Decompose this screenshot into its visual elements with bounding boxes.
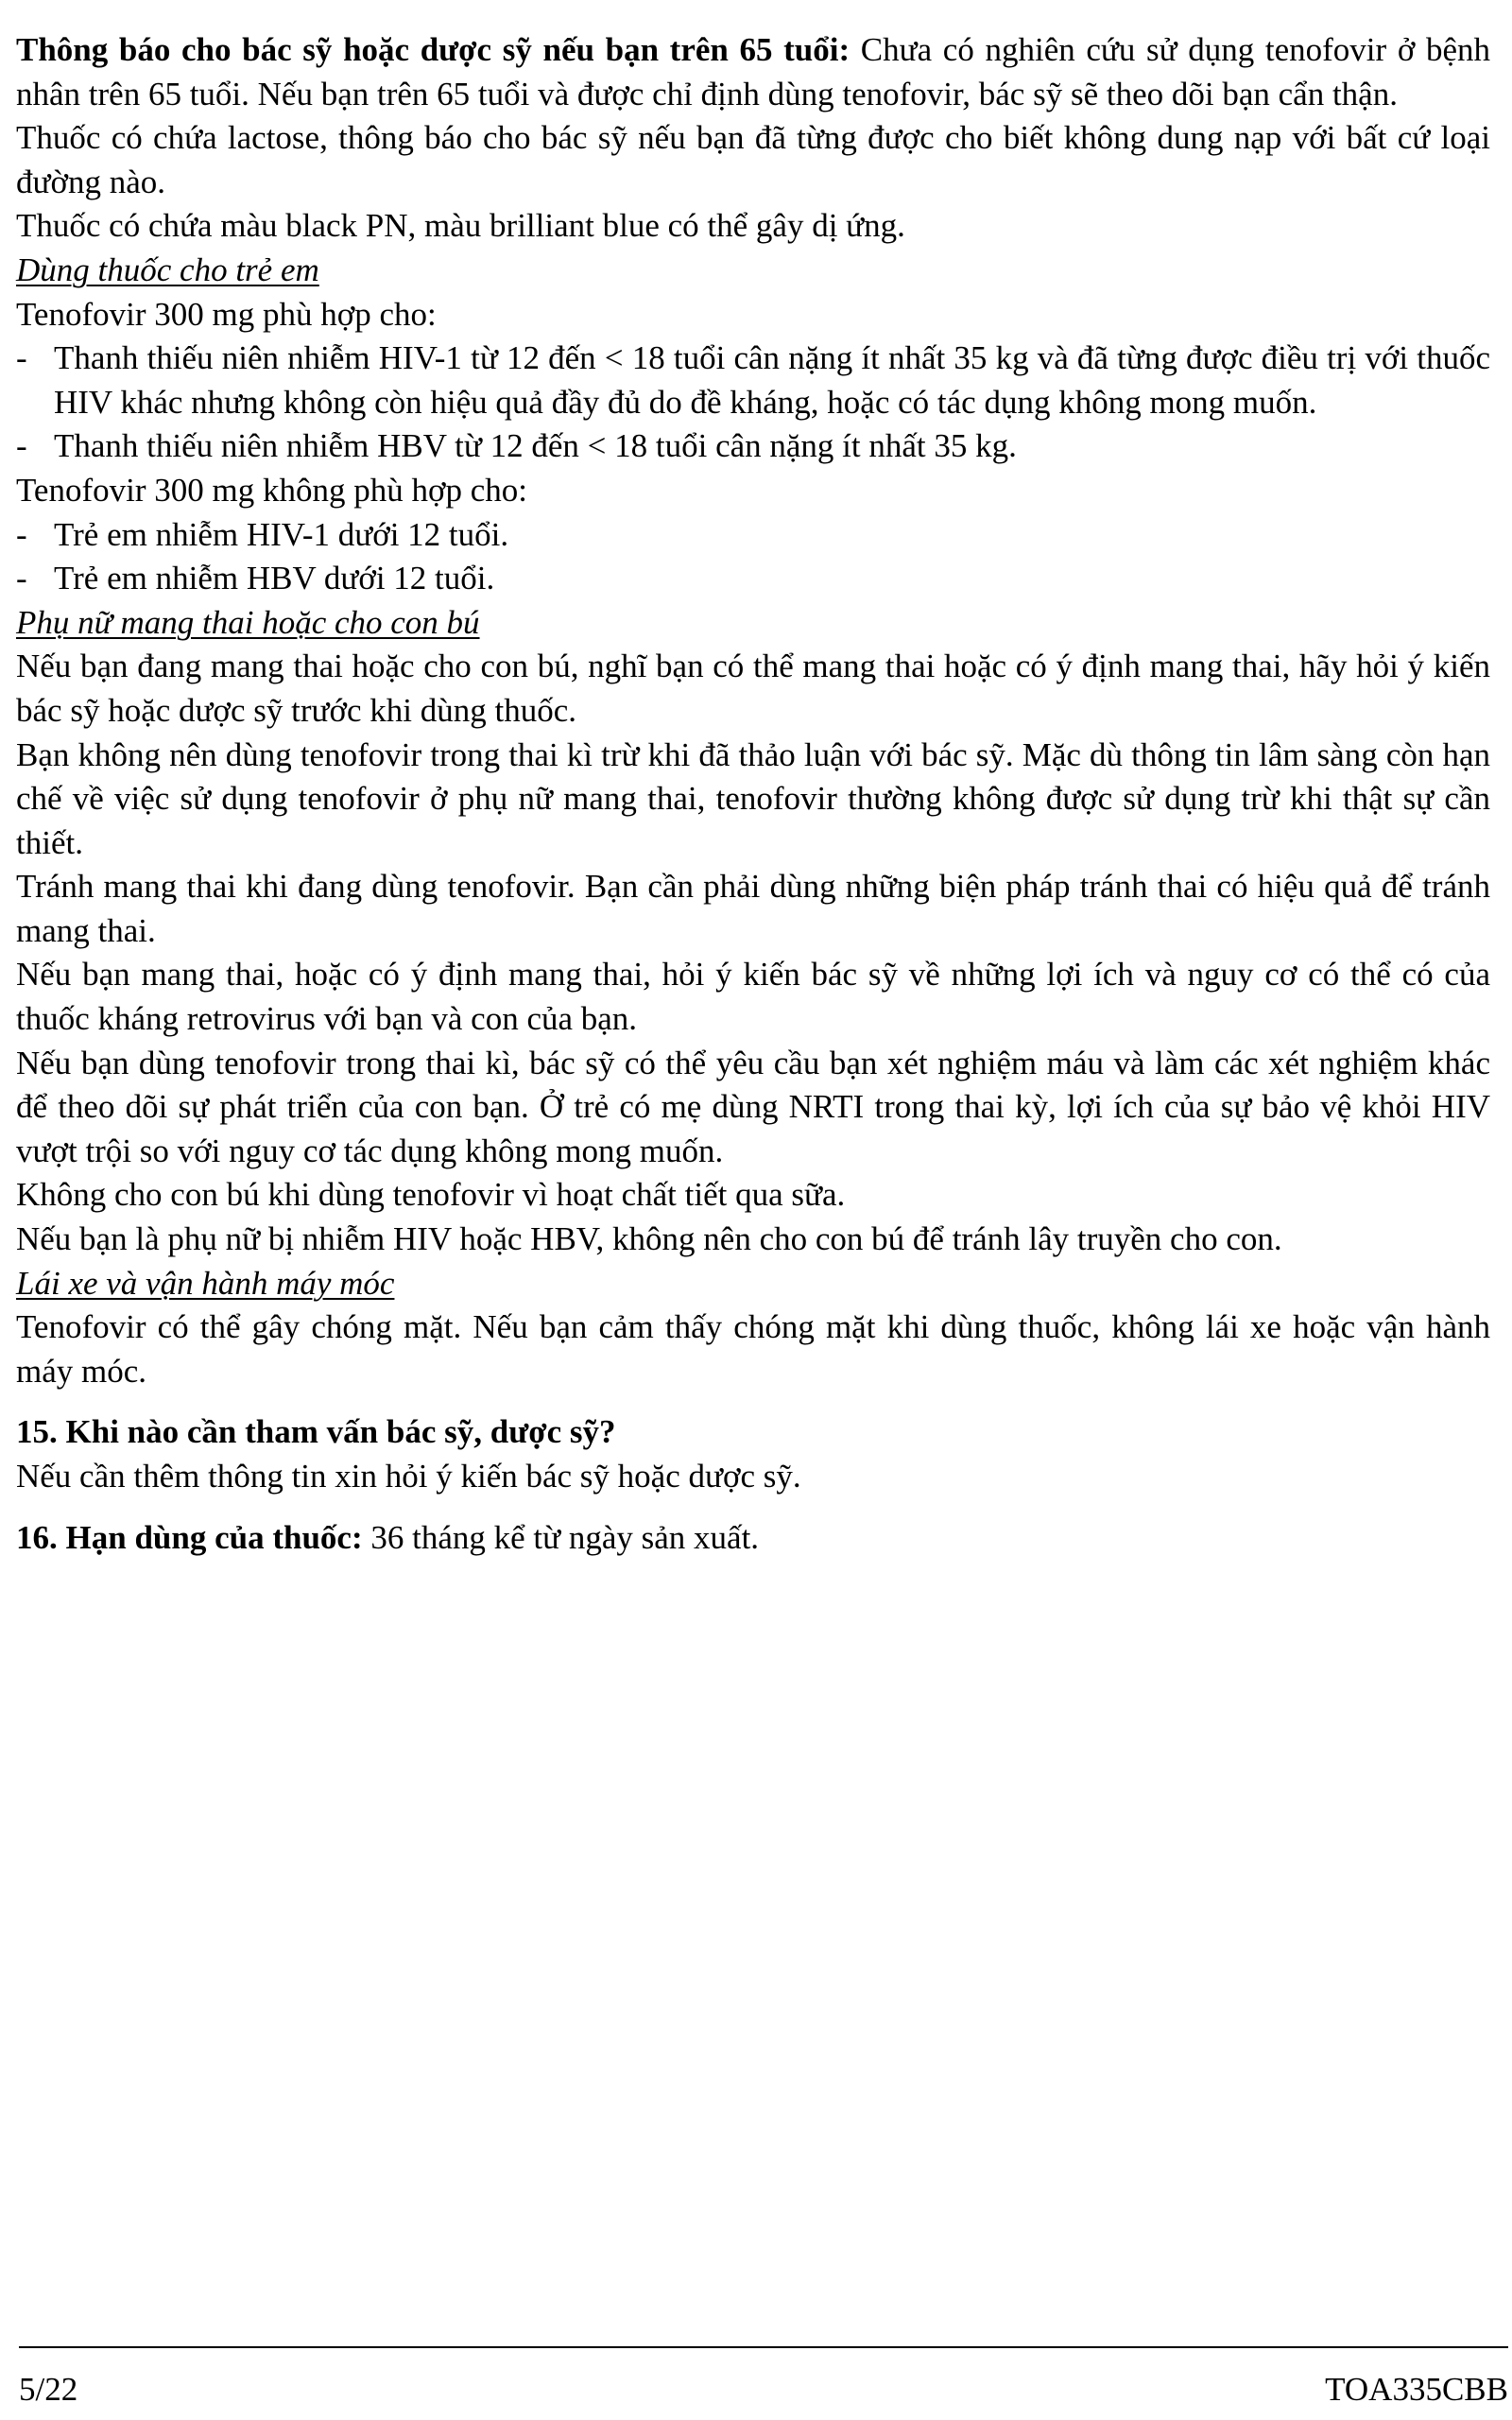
pregnancy-heading: Phụ nữ mang thai hoặc cho con bú [16,603,480,641]
section-16-text: 36 tháng kể từ ngày sản xuất. [362,1518,760,1556]
list-item-text: Trẻ em nhiễm HIV-1 dưới 12 tuổi. [54,515,509,553]
section-16-paragraph [16,1516,1490,1561]
pregnancy-paragraph: Bạn không nên dùng tenofovir trong thai kì trừ khi đã thảo luận với bác sỹ. Mặc dù thông tin lâm sàng còn hạn chế về việc sử dụng tenofovir ở phụ nữ mang thai, tenofovir thường không được sử dụng trừ khi thật sự cần thiết. [16,735,1490,861]
section-15-heading: 15. Khi nào cần tham vấn bác sỹ, dược sỹ? [16,1413,616,1451]
document-code: TOA335CBB [1325,2371,1508,2408]
children-suitable-intro: Tenofovir 300 mg phù hợp cho: [16,295,437,333]
children-heading: Dùng thuốc cho trẻ em [16,251,319,288]
list-item [16,557,1490,601]
section-16-heading: 16. Hạn dùng của thuốc: [16,1518,363,1556]
pregnancy-paragraph: Không cho con bú khi dùng tenofovir vì hoạt chất tiết qua sữa. [16,1176,846,1214]
list-item-text: Thanh thiếu niên nhiễm HIV-1 từ 12 đến < 18 tuổi cân nặng ít nhất 35 kg và đã từng được điều trị với thuốc HIV khác nhưng không còn hiệu quả đầy đủ do đề kháng, hoặc có tác dụng không mong muốn. [54,339,1490,421]
list-item-text: Trẻ em nhiễm HBV dưới 12 tuổi. [54,560,495,597]
dash-bullet-icon: - [16,515,27,553]
pregnancy-paragraph: Tránh mang thai khi đang dùng tenofovir. Bạn cần phải dùng những biện pháp tránh thai có hiệu quả để tránh mang thai. [16,868,1490,949]
list-item [16,513,1490,558]
pregnancy-paragraph: Nếu bạn là phụ nữ bị nhiễm HIV hoặc HBV, không nên cho con bú để tránh lây truyền cho con. [16,1220,1282,1258]
elderly-heading: Thông báo cho bác sỹ hoặc dược sỹ nếu bạn trên 65 tuổi: [16,31,850,68]
driving-text: Tenofovir có thể gây chóng mặt. Nếu bạn cảm thấy chóng mặt khi dùng thuốc, không lái xe hoặc vận hành máy móc. [16,1308,1490,1390]
page-number: 5/22 [19,2371,78,2408]
lactose-note: Thuốc có chứa lactose, thông báo cho bác sỹ nếu bạn đã từng được cho biết không dung nạp với bất cứ loại đường nào. [16,119,1490,200]
dash-bullet-icon: - [16,427,27,465]
pregnancy-paragraph: Nếu bạn dùng tenofovir trong thai kì, bác sỹ có thể yêu cầu bạn xét nghiệm máu và làm các xét nghiệm khác để theo dõi sự phát triển của con bạn. Ở trẻ có mẹ dùng NRTI trong thai kỳ, lợi ích của sự bảo vệ khỏi HIV vượt trội so với nguy cơ tác dụng không mong muốn. [16,1044,1490,1169]
elderly-text: Chưa có nghiên cứu sử dụng tenofovir ở bệnh nhân trên 65 tuổi. Nếu bạn trên 65 tuổi và được chỉ định dùng tenofovir, bác sỹ sẽ theo dõi bạn cẩn thận. [16,31,1491,112]
elderly-paragraph [16,28,1490,116]
pregnancy-paragraph: Nếu bạn mang thai, hoặc có ý định mang thai, hỏi ý kiến bác sỹ về những lợi ích và nguy cơ có thể có của thuốc kháng retrovirus với bạn và con của bạn. [16,956,1490,1038]
section-15-text: Nếu cần thêm thông tin xin hỏi ý kiến bác sỹ hoặc dược sỹ. [16,1458,801,1495]
list-item [16,337,1490,424]
dye-note: Thuốc có chứa màu black PN, màu brilliant blue có thể gây dị ứng. [16,207,905,245]
list-item-text: Thanh thiếu niên nhiễm HBV từ 12 đến < 18 tuổi cân nặng ít nhất 35 kg. [54,427,1017,465]
document-body [16,28,1490,1560]
driving-heading: Lái xe và vận hành máy móc [16,1264,395,1302]
pregnancy-paragraph: Nếu bạn đang mang thai hoặc cho con bú, nghĩ bạn có thể mang thai hoặc có ý định mang thai, hãy hỏi ý kiến bác sỹ hoặc dược sỹ trước khi dùng thuốc. [16,648,1490,729]
children-unsuitable-intro: Tenofovir 300 mg không phù hợp cho: [16,471,527,509]
dash-bullet-icon: - [16,339,27,377]
dash-bullet-icon: - [16,560,27,597]
footer-divider [19,2346,1508,2348]
list-item [16,424,1490,469]
